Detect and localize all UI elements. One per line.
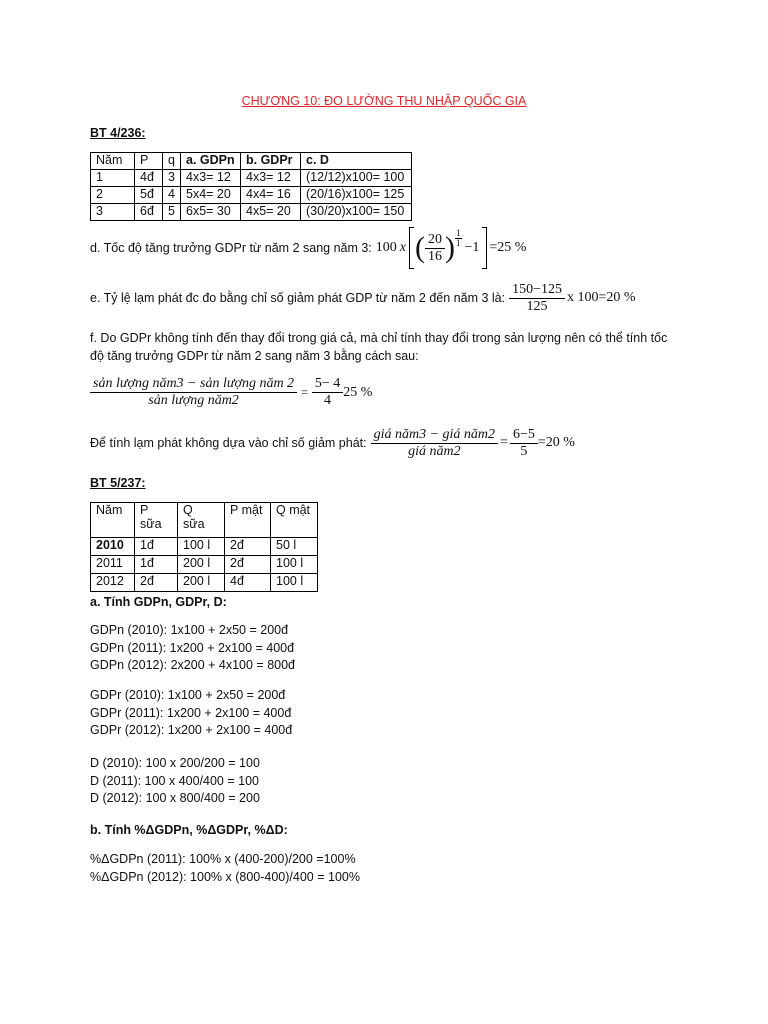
table-cell: 2đ bbox=[225, 556, 271, 574]
table-row bbox=[91, 538, 318, 556]
paragraph-line: độ tăng trưởng GDPr từ năm 2 sang năm 3 bằng cách sau: bbox=[90, 348, 419, 363]
formula-x: x bbox=[399, 240, 406, 255]
list-item: GDPn (2012): 2x200 + 4x100 = 800đ bbox=[90, 658, 296, 672]
table-header-cell: c. D bbox=[301, 153, 412, 170]
table-cell: 5đ bbox=[135, 187, 163, 204]
table-cell: 4x3= 12 bbox=[181, 170, 241, 187]
table-cell: 2011 bbox=[91, 556, 135, 574]
bracket-left bbox=[409, 227, 414, 269]
formula-exponent: $\frac{1}{1}$ bbox=[456, 228, 461, 248]
formula-eq: = bbox=[301, 385, 308, 399]
gdpr-list bbox=[90, 687, 292, 740]
table-header-cell: Q sữa bbox=[178, 503, 225, 538]
bt5-table bbox=[90, 502, 318, 592]
list-item: D (2012): 100 x 800/400 = 200 bbox=[90, 791, 260, 805]
bt4-f-text bbox=[90, 330, 667, 365]
formula-minus-one: −1 bbox=[464, 240, 480, 255]
table-cell: 1đ bbox=[135, 538, 178, 556]
table-cell: 4x3= 12 bbox=[241, 170, 301, 187]
table-header-cell: P mật bbox=[225, 503, 271, 538]
table-row bbox=[91, 170, 412, 187]
bt4-g-text: Để tính lạm phát không dựa vào chỉ số giảm phát: bbox=[90, 436, 367, 450]
table-cell: 2012 bbox=[91, 574, 135, 592]
bracket-right bbox=[482, 227, 487, 269]
table-cell: 2 bbox=[91, 187, 135, 204]
table-header-row bbox=[91, 153, 412, 170]
list-item: GDPn (2010): 1x100 + 2x50 = 200đ bbox=[90, 623, 289, 637]
table-header-cell: q bbox=[163, 153, 181, 170]
table-cell: 200 l bbox=[178, 574, 225, 592]
table-cell: (30/20)x100= 150 bbox=[301, 204, 412, 221]
table-row bbox=[91, 574, 318, 592]
table-cell: 6x5= 30 bbox=[181, 204, 241, 221]
bt5-b-heading: b. Tính %ΔGDPn, %ΔGDPr, %ΔD: bbox=[90, 823, 288, 837]
table-cell: 5 bbox=[163, 204, 181, 221]
table-cell: 100 l bbox=[178, 538, 225, 556]
table-cell: 2010 bbox=[91, 538, 135, 556]
bt4-d-line bbox=[90, 226, 526, 270]
bt4-e-formula bbox=[509, 282, 635, 315]
table-cell: (20/16)x100= 125 bbox=[301, 187, 412, 204]
table-cell: 4x5= 20 bbox=[241, 204, 301, 221]
table-row bbox=[91, 204, 412, 221]
formula-fraction: $\frac{5- 4}{4}$ bbox=[312, 376, 343, 409]
table-cell: 5x4= 20 bbox=[181, 187, 241, 204]
bt4-e-line bbox=[90, 280, 636, 316]
table-cell: 1đ bbox=[135, 556, 178, 574]
table-cell: 2đ bbox=[225, 538, 271, 556]
table-cell: 4đ bbox=[135, 170, 163, 187]
list-item: D (2010): 100 x 200/200 = 100 bbox=[90, 756, 260, 770]
paren-left: ( bbox=[415, 231, 425, 264]
pct-list bbox=[90, 851, 360, 886]
table-row bbox=[91, 556, 318, 574]
bt4-g-line bbox=[90, 424, 575, 462]
table-cell: 50 l bbox=[271, 538, 318, 556]
formula-fraction: $\frac{6-5}{5}$ bbox=[510, 427, 538, 460]
bt4-f-formula bbox=[90, 376, 372, 409]
formula-fraction: $\frac{\text{giá năm3 − giá năm2}}{\text{giá năm2}}$ bbox=[371, 427, 498, 460]
list-item: D (2011): 100 x 400/400 = 100 bbox=[90, 773, 259, 788]
table-header-row bbox=[91, 503, 318, 538]
table-header-cell: Năm bbox=[91, 153, 135, 170]
table-cell: 4x4= 16 bbox=[241, 187, 301, 204]
table-header-cell: P bbox=[135, 153, 163, 170]
bt4-table bbox=[90, 152, 412, 221]
formula-eq: = bbox=[500, 435, 508, 450]
list-item: GDPr (2012): 1x200 + 2x100 = 400đ bbox=[90, 723, 293, 737]
table-header-cell: b. GDPr bbox=[241, 153, 301, 170]
table-cell: 6đ bbox=[135, 204, 163, 221]
list-item: GDPr (2010): 1x100 + 2x50 = 200đ bbox=[90, 688, 286, 702]
bt4-g-formula bbox=[371, 427, 575, 460]
bt4-d-text: d. Tốc độ tăng trưởng GDPr từ năm 2 sang năm 3: bbox=[90, 241, 372, 255]
table-row bbox=[91, 187, 412, 204]
paragraph-line: f. Do GDPr không tính đến thay đổi trong giá cả, mà chỉ tính thay đổi trong sản lượng nên có thể tính tốc bbox=[90, 331, 668, 345]
formula-fraction: $\frac{150-125}{125}$ bbox=[509, 282, 565, 315]
table-cell: 4 bbox=[163, 187, 181, 204]
table-cell: 3 bbox=[163, 170, 181, 187]
table-cell: 2đ bbox=[135, 574, 178, 592]
table-cell: 1 bbox=[91, 170, 135, 187]
gdpn-list bbox=[90, 622, 295, 675]
formula-result: 25 % bbox=[343, 384, 373, 400]
list-item: GDPr (2011): 1x200 + 2x100 = 400đ bbox=[90, 705, 292, 720]
bt5-a-heading: a. Tính GDPn, GDPr, D: bbox=[90, 595, 227, 609]
list-item: %ΔGDPn (2012): 100% x (800-400)/400 = 100% bbox=[90, 869, 360, 884]
formula-result: =20 % bbox=[537, 435, 575, 450]
table-cell: 200 l bbox=[178, 556, 225, 574]
table-cell: 4đ bbox=[225, 574, 271, 592]
table-header-cell: Q mật bbox=[271, 503, 318, 538]
paren-right: ) bbox=[445, 231, 455, 264]
bt5-heading: BT 5/237: bbox=[90, 476, 146, 490]
table-header-cell: a. GDPn bbox=[181, 153, 241, 170]
bt4-d-formula bbox=[376, 227, 527, 269]
table-cell: 3 bbox=[91, 204, 135, 221]
formula-fraction: $\frac{20}{16}$ bbox=[425, 232, 445, 265]
table-cell: 100 l bbox=[271, 556, 318, 574]
d-list bbox=[90, 755, 260, 808]
formula-result: x 100=20 % bbox=[567, 290, 636, 305]
table-header-cell: Năm bbox=[91, 503, 135, 538]
table-cell: 100 l bbox=[271, 574, 318, 592]
bt4-e-text: e. Tỷ lệ lạm phát đc đo bằng chỉ số giảm phát GDP từ năm 2 đến năm 3 là: bbox=[90, 291, 506, 305]
formula-result: =25 % bbox=[489, 240, 527, 255]
bt4-heading: BT 4/236: bbox=[90, 126, 146, 140]
table-header-cell: P sữa bbox=[135, 503, 178, 538]
list-item: %ΔGDPn (2011): 100% x (400-200)/200 =100% bbox=[90, 852, 356, 866]
formula-coef: 100 bbox=[375, 240, 397, 255]
page-title: CHƯƠNG 10: ĐO LƯỜNG THU NHẬP QUỐC GIA bbox=[241, 94, 527, 108]
formula-fraction: $\frac{\text{sản lượng năm3 − sản lượng năm 2}}{\text{sản lượng năm2}}$ bbox=[90, 376, 297, 409]
table-cell: (12/12)x100= 100 bbox=[301, 170, 412, 187]
list-item: GDPn (2011): 1x200 + 2x100 = 400đ bbox=[90, 640, 295, 655]
